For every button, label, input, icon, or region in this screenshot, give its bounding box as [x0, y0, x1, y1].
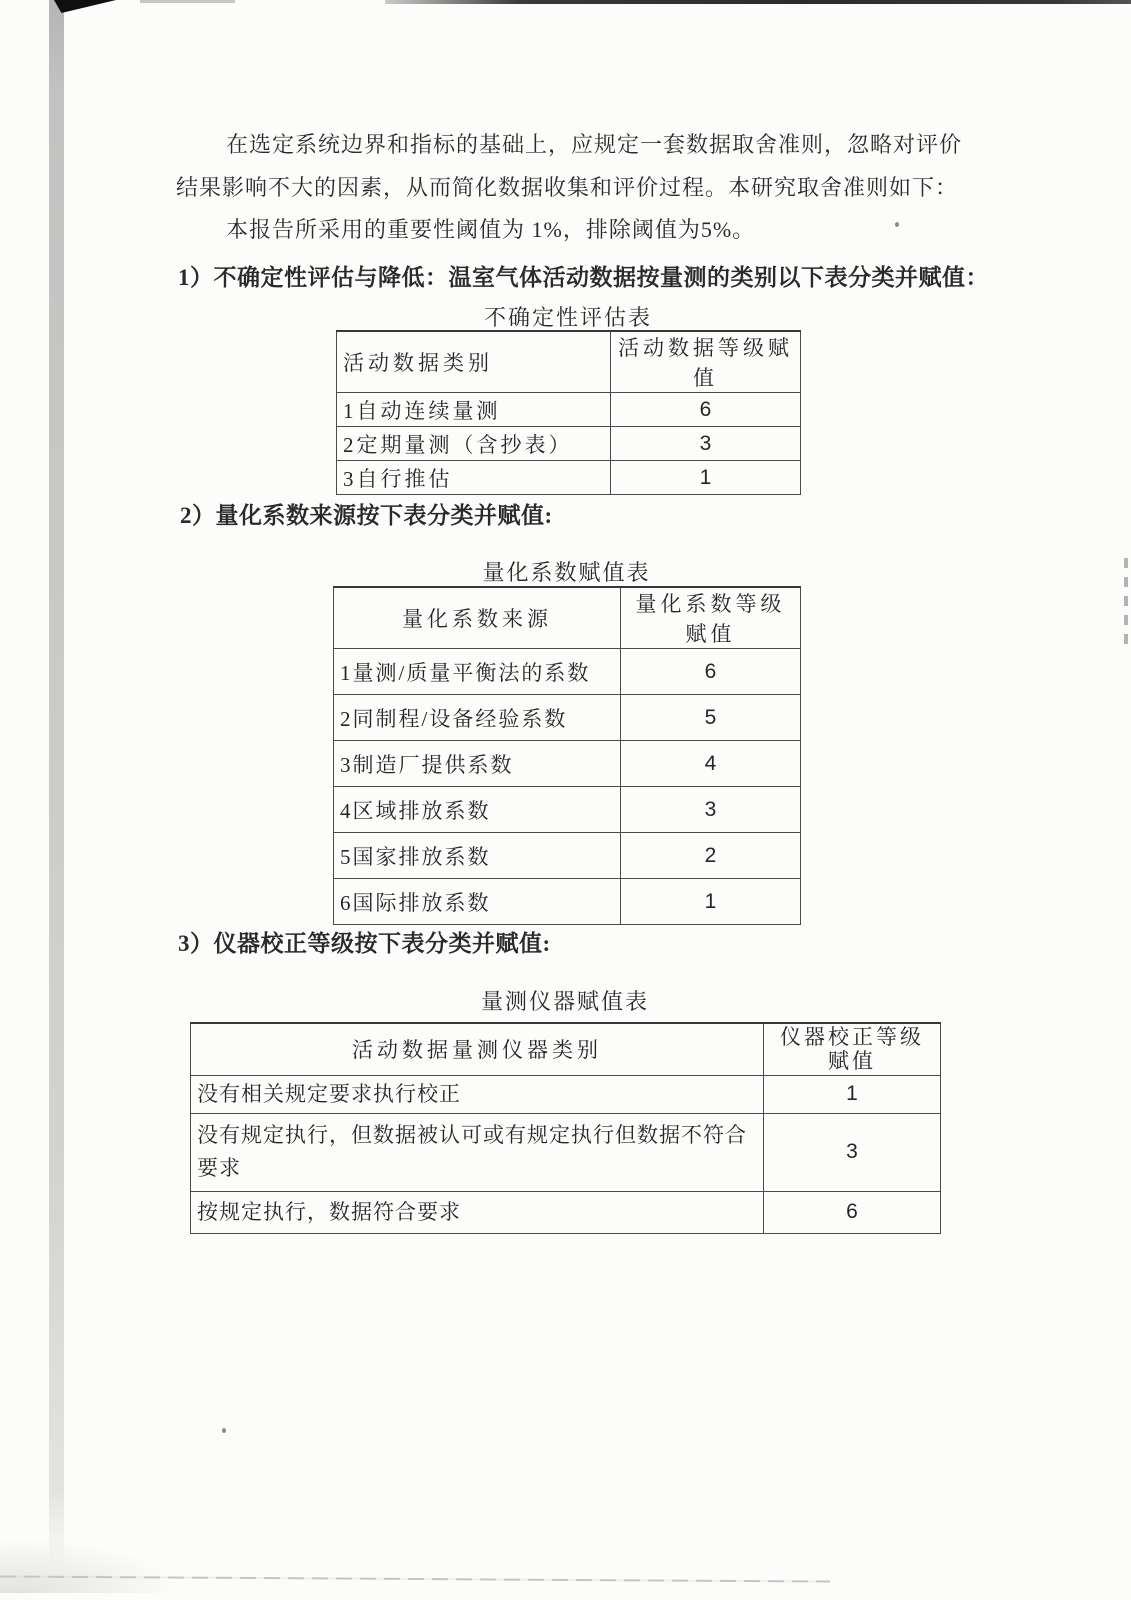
intro-paragraph-line-1: 在选定系统边界和指标的基础上，应规定一套数据取舍准则，忽略对评价: [226, 132, 963, 157]
scan-right-edge-marks: [1124, 558, 1128, 650]
scan-speck: [895, 222, 899, 227]
table-row: [334, 649, 801, 695]
table-row: [337, 461, 801, 495]
scan-bottom-left-fade: [0, 1538, 180, 1593]
table-row: [334, 879, 801, 925]
cell-source: 5国家排放系数: [334, 833, 621, 879]
cell-value: 6: [611, 393, 801, 427]
scan-top-left-mark: [54, 0, 116, 13]
scan-speck: [222, 1428, 226, 1433]
cell-category: 1自动连续量测: [337, 393, 611, 427]
uncertainty-col-header-grade: 活动数据等级赋值: [611, 331, 801, 393]
cell-value: 1: [764, 1075, 941, 1113]
threshold-statement: 本报告所采用的重要性阈值为 1%，排除阈值为5%。: [226, 217, 756, 242]
section-1-heading: 1）不确定性评估与降低：温室气体活动数据按量测的类别以下表分类并赋值：: [178, 265, 989, 290]
cell-category: 按规定执行，数据符合要求: [191, 1191, 764, 1233]
instrument-col-header-category: 活动数据量测仪器类别: [191, 1023, 764, 1075]
table-row: [191, 1075, 941, 1113]
cell-category: 2定期量测（含抄表）: [337, 427, 611, 461]
section-2-heading: 2）量化系数来源按下表分类并赋值:: [180, 503, 553, 528]
table-row: [337, 427, 801, 461]
cell-value: 4: [621, 741, 801, 787]
table-row: [191, 1113, 941, 1191]
quant-col-header-source: 量化系数来源: [334, 587, 621, 649]
cell-value: 5: [621, 695, 801, 741]
cell-value: 1: [621, 879, 801, 925]
table-header-row: [337, 331, 801, 393]
table-row: [334, 833, 801, 879]
cell-category: 没有相关规定要求执行校正: [191, 1075, 764, 1113]
uncertainty-table: [336, 330, 801, 495]
instrument-table-title: 量测仪器赋值表: [480, 989, 649, 1014]
cell-value: 1: [611, 461, 801, 495]
cell-source: 6国际排放系数: [334, 879, 621, 925]
intro-paragraph-line-2: 结果影响不大的因素，从而简化数据收集和评价过程。本研究取舍准则如下：: [176, 175, 959, 200]
cell-category: 没有规定执行，但数据被认可或有规定执行但数据不符合要求: [191, 1113, 764, 1191]
scan-top-smudge: [140, 0, 235, 3]
cell-value: 3: [764, 1113, 941, 1191]
uncertainty-col-header-category: 活动数据类别: [337, 331, 611, 393]
cell-value: 2: [621, 833, 801, 879]
table-row: [334, 741, 801, 787]
cell-value: 3: [611, 427, 801, 461]
table-row: [191, 1191, 941, 1233]
instrument-table: [190, 1022, 941, 1234]
table-row: [334, 787, 801, 833]
quant-col-header-grade: 量化系数等级赋值: [621, 587, 801, 649]
quantification-table: [333, 586, 801, 925]
table-header-row: [191, 1023, 941, 1075]
scan-left-edge-shadow: [49, 0, 64, 1568]
section-3-heading: 3）仪器校正等级按下表分类并赋值:: [178, 931, 551, 956]
cell-value: 3: [621, 787, 801, 833]
cell-value: 6: [764, 1191, 941, 1233]
cell-source: 4区域排放系数: [334, 787, 621, 833]
cell-category: 3自行推估: [337, 461, 611, 495]
uncertainty-table-title: 不确定性评估表: [483, 305, 652, 330]
instrument-col-header-grade: 仪器校正等级赋值: [764, 1023, 941, 1075]
quantification-table-title: 量化系数赋值表: [482, 560, 651, 585]
table-row: [334, 695, 801, 741]
scan-top-edge-line: [385, 0, 1131, 4]
table-header-row: [334, 587, 801, 649]
cell-source: 2同制程/设备经验系数: [334, 695, 621, 741]
cell-source: 3制造厂提供系数: [334, 741, 621, 787]
cell-value: 6: [621, 649, 801, 695]
table-row: [337, 393, 801, 427]
cell-source: 1量测/质量平衡法的系数: [334, 649, 621, 695]
